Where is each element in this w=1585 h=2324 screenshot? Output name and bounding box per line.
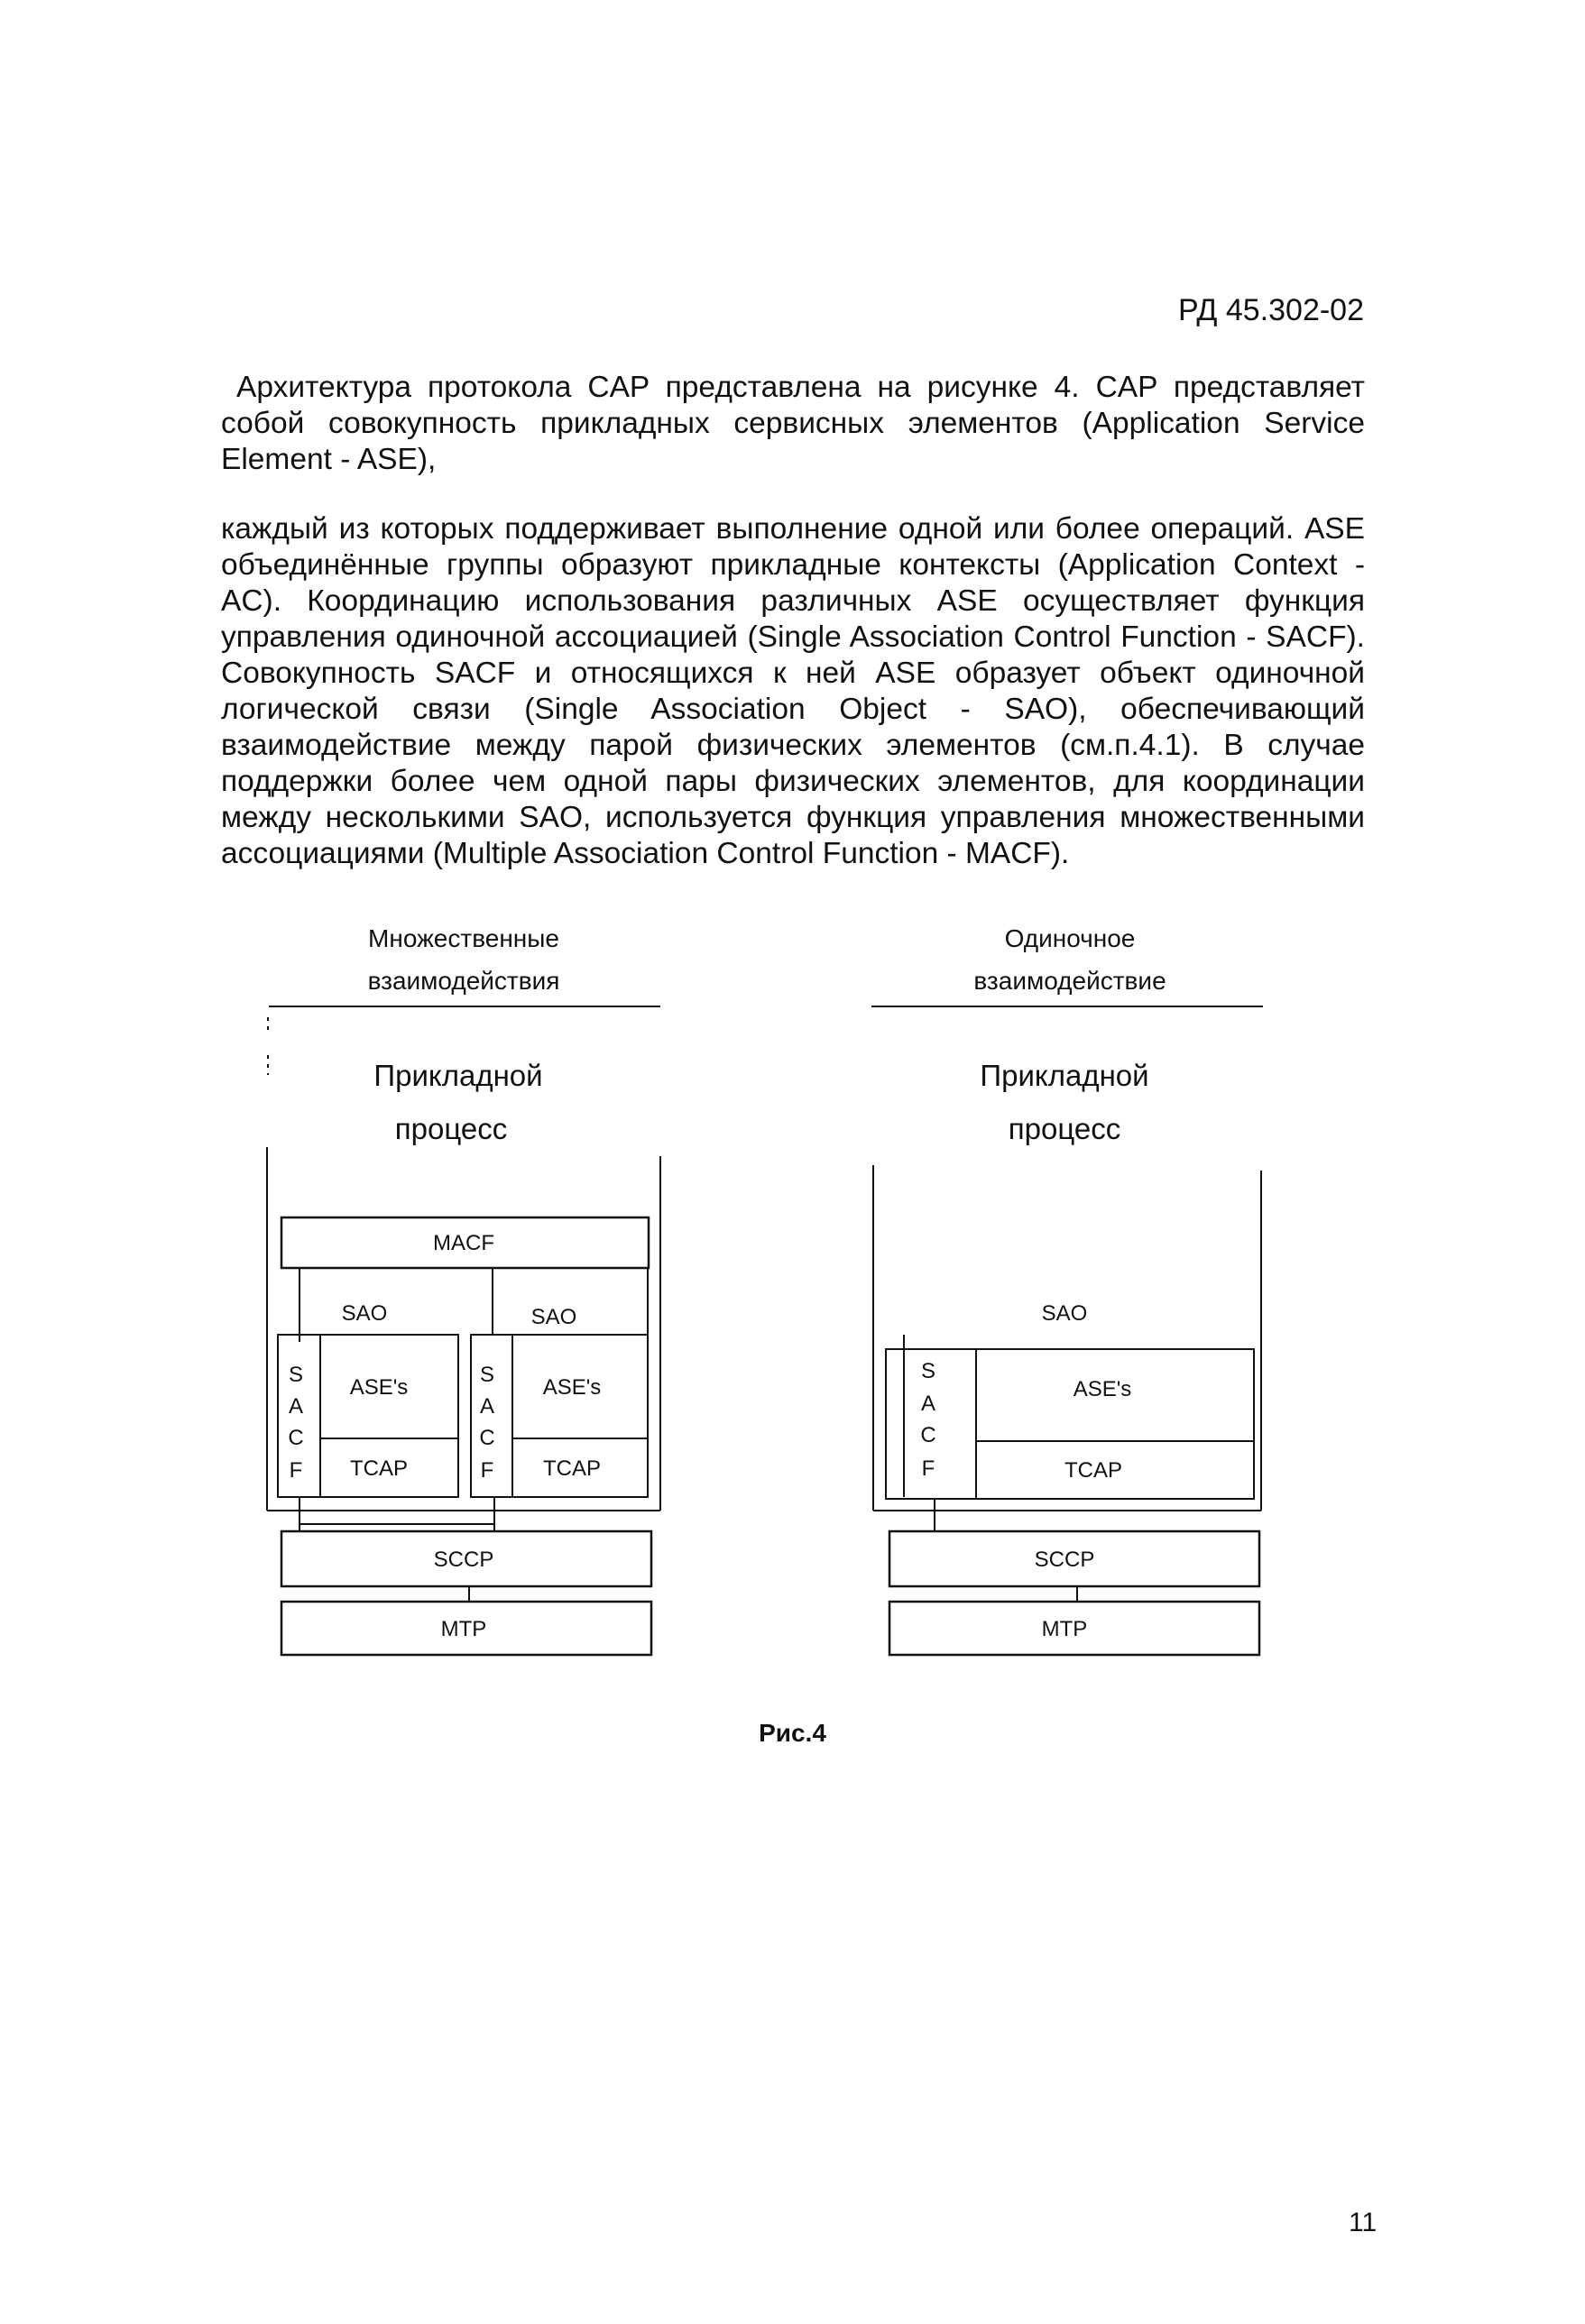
sacf2-letter-c: C	[479, 1426, 495, 1450]
ases2-label: ASE's	[542, 1375, 602, 1400]
sacf1-letter-a: A	[288, 1394, 304, 1419]
sao2-label: SAO	[530, 1305, 577, 1329]
page-number: 11	[1349, 2208, 1378, 2237]
right-sacf-letter-f: F	[921, 1456, 935, 1481]
left-title-line2: взаимодействия	[367, 967, 560, 995]
figure-caption: Рис.4	[759, 1719, 826, 1747]
sacf2-letter-f: F	[480, 1458, 494, 1483]
tcap2-label: TCAP	[542, 1456, 602, 1481]
right-tcap-label: TCAP	[1064, 1458, 1123, 1483]
right-sacf-letter-a: A	[920, 1392, 936, 1416]
right-sao-label: SAO	[1041, 1301, 1088, 1326]
tcap1-label: TCAP	[349, 1456, 409, 1481]
sacf2-letter-a: A	[479, 1394, 495, 1419]
sacf1-letter-f: F	[289, 1458, 303, 1483]
sao1-label: SAO	[341, 1301, 388, 1326]
right-sacf-letter-s: S	[920, 1359, 936, 1383]
right-mtp-label: MTP	[1041, 1617, 1088, 1641]
sacf1-letter-s: S	[288, 1363, 304, 1387]
left-process-line2: процесс	[394, 1112, 508, 1145]
right-title-line1: Одиночное	[1004, 924, 1136, 952]
left-diagram	[267, 924, 660, 1655]
right-diagram	[871, 924, 1263, 1655]
right-sacf-letter-c: C	[920, 1423, 936, 1447]
right-ases-label: ASE's	[1073, 1377, 1132, 1401]
sacf2-letter-s: S	[479, 1363, 495, 1387]
paragraph-2: каждый из которых поддерживает выполнение одной или более операций. ASE объединённые группы образуют прикладные контексты (Application Context - AC). Координацию использования различных ASE осуществляет функция управления одиночной ассоциацией (Single Association Control Function - SACF). Совокупность SACF и относящихся к ней ASE образует объект одиночной логической связи (Single Association Object - SAO), обеспечивающий взаимодействие между парой физических элементов (см.п.4.1). В случае поддержки более чем одной пары физических элементов, для координации между несколькими SAO, используется функция управления множественными ассоциациями (Multiple Association Control Function - MACF).	[221, 512, 1365, 870]
left-title-line1: Множественные	[368, 924, 559, 952]
right-sccp-label: SCCP	[1034, 1548, 1095, 1572]
right-process-line2: процесс	[1008, 1112, 1121, 1145]
right-title-line2: взаимодействие	[973, 967, 1166, 995]
document-code: РД 45.302-02	[1177, 293, 1364, 327]
sacf1-letter-c: C	[288, 1426, 304, 1450]
macf-label: MACF	[433, 1231, 494, 1255]
left-mtp-label: MTP	[440, 1617, 487, 1641]
left-process-line1: Прикладной	[373, 1059, 543, 1092]
ases1-label: ASE's	[349, 1375, 409, 1400]
right-process-line1: Прикладной	[980, 1059, 1149, 1092]
paragraph-1: Архитектура протокола CAP представлена на рисунке 4. CAP представляет собой совокупность прикладных сервисных элементов (Application Service Element - ASE),	[221, 371, 1365, 476]
left-sccp-label: SCCP	[433, 1548, 494, 1572]
